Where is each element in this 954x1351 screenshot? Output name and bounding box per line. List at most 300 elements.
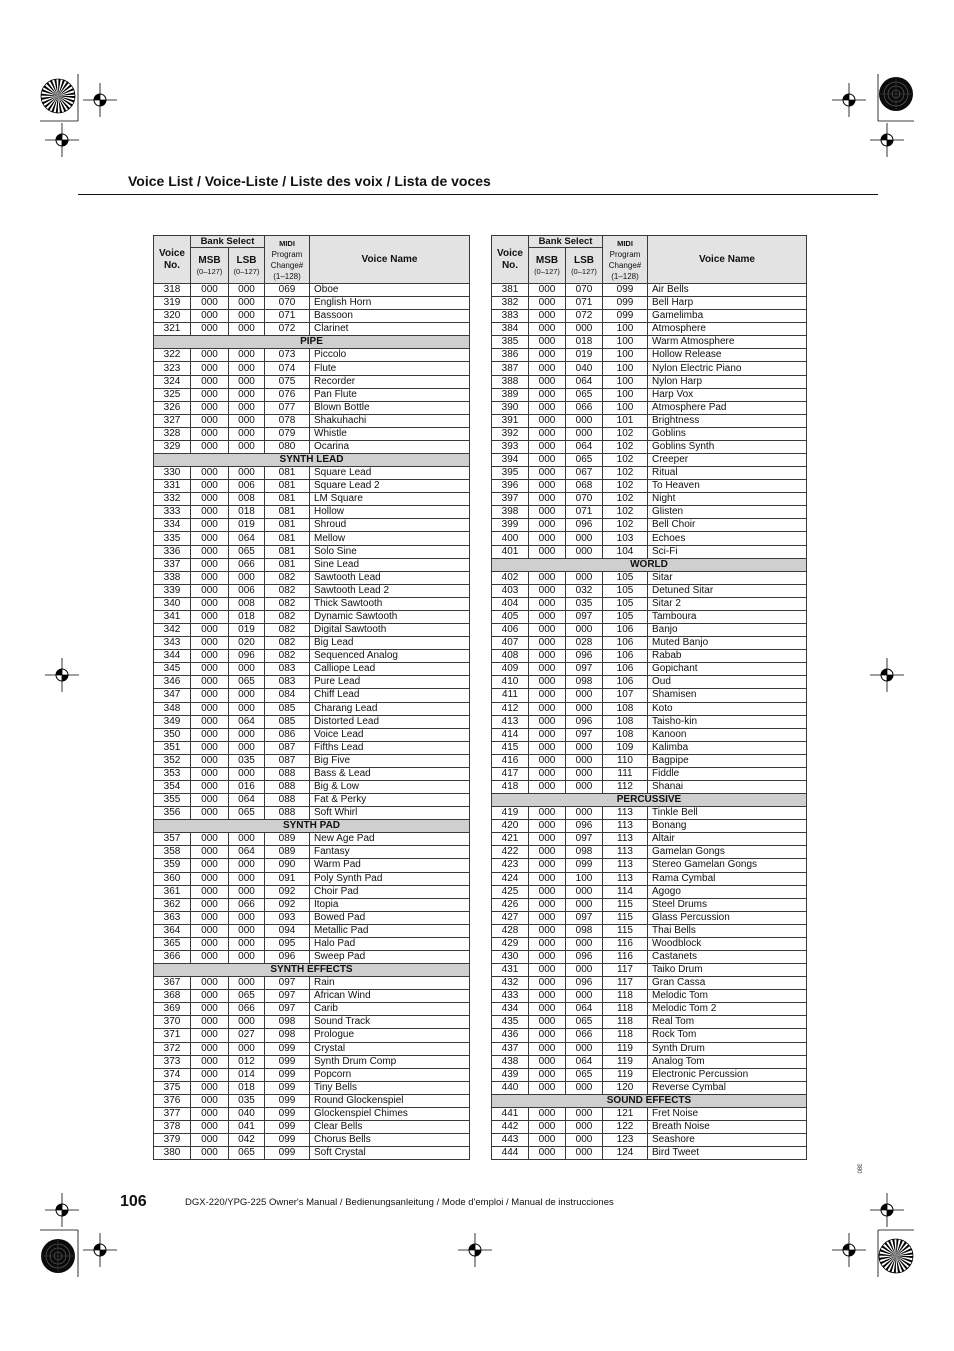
- bank-lsb: 019: [229, 519, 265, 532]
- bank-lsb: 000: [229, 767, 265, 780]
- voice-row: [492, 1042, 807, 1055]
- voice-number: 337: [154, 558, 191, 571]
- program-change: 113: [603, 846, 648, 859]
- voice-name: New Age Pad: [310, 833, 470, 846]
- voice-number: 405: [492, 610, 529, 623]
- voice-no-header: Voice No.: [154, 236, 191, 284]
- category-label: WORLD: [492, 558, 807, 571]
- voice-name: Ocarina: [310, 440, 470, 453]
- program-change: 102: [603, 467, 648, 480]
- voice-number: 428: [492, 924, 529, 937]
- program-change: 087: [265, 754, 310, 767]
- voice-table-body: [492, 284, 807, 1160]
- program-change: 100: [603, 349, 648, 362]
- bank-msb: 000: [529, 1029, 566, 1042]
- voice-number: 373: [154, 1055, 191, 1068]
- voice-name: Pan Flute: [310, 388, 470, 401]
- bank-msb: 000: [529, 702, 566, 715]
- voice-number: 350: [154, 728, 191, 741]
- voice-number: 377: [154, 1107, 191, 1120]
- voice-row: [154, 480, 470, 493]
- bank-lsb: 065: [229, 1147, 265, 1160]
- program-change: 097: [265, 990, 310, 1003]
- voice-name: Real Tom: [648, 1016, 807, 1029]
- voice-number: 333: [154, 506, 191, 519]
- bank-lsb: 000: [566, 1121, 603, 1134]
- bank-lsb: 000: [566, 532, 603, 545]
- voice-number: 369: [154, 1003, 191, 1016]
- voice-number: 396: [492, 480, 529, 493]
- bank-msb: 000: [529, 310, 566, 323]
- voice-number: 336: [154, 545, 191, 558]
- voice-row: [492, 846, 807, 859]
- bank-lsb: 041: [229, 1121, 265, 1134]
- bank-lsb: 000: [229, 414, 265, 427]
- voice-name: To Heaven: [648, 480, 807, 493]
- voice-name: Bowed Pad: [310, 911, 470, 924]
- bank-msb: 000: [529, 297, 566, 310]
- voice-row: [154, 1134, 470, 1147]
- voice-name: Air Bells: [648, 284, 807, 297]
- bank-lsb: 065: [229, 545, 265, 558]
- program-change: 100: [603, 401, 648, 414]
- voice-name: Metallic Pad: [310, 924, 470, 937]
- voice-row: [492, 584, 807, 597]
- program-change: 116: [603, 950, 648, 963]
- program-change: 100: [603, 388, 648, 401]
- voice-number: 438: [492, 1055, 529, 1068]
- bank-msb: 000: [529, 1147, 566, 1160]
- voice-number: 417: [492, 767, 529, 780]
- voice-name: Prologue: [310, 1029, 470, 1042]
- program-change: 102: [603, 519, 648, 532]
- voice-row: [154, 414, 470, 427]
- voice-name: Sweep Pad: [310, 950, 470, 963]
- bank-lsb: 096: [566, 950, 603, 963]
- bank-msb: 000: [529, 924, 566, 937]
- bank-lsb: 097: [566, 833, 603, 846]
- voice-row: [492, 571, 807, 584]
- voice-row: [154, 1016, 470, 1029]
- voice-name: Electronic Percussion: [648, 1068, 807, 1081]
- voice-row: [154, 1121, 470, 1134]
- program-change: 109: [603, 741, 648, 754]
- bank-msb: 000: [529, 807, 566, 820]
- voice-row: [154, 833, 470, 846]
- voice-row: [492, 1147, 807, 1160]
- voice-name: Atmosphere: [648, 323, 807, 336]
- bank-lsb: 071: [566, 297, 603, 310]
- bank-msb: 000: [191, 388, 229, 401]
- bank-msb: 000: [529, 414, 566, 427]
- msb-header: [529, 248, 566, 284]
- program-range-label: (1–128): [611, 271, 639, 281]
- bank-lsb: 097: [566, 728, 603, 741]
- bank-lsb: 000: [566, 990, 603, 1003]
- voice-name: Fantasy: [310, 846, 470, 859]
- bank-lsb: 000: [229, 388, 265, 401]
- voice-row: [154, 440, 470, 453]
- voice-row: [492, 349, 807, 362]
- program-change: 118: [603, 1016, 648, 1029]
- bank-msb: 000: [191, 885, 229, 898]
- voice-row: [154, 1055, 470, 1068]
- bank-lsb: 000: [229, 950, 265, 963]
- voice-number: 358: [154, 846, 191, 859]
- bank-msb: 000: [529, 545, 566, 558]
- voice-number: 431: [492, 964, 529, 977]
- voice-number: 349: [154, 715, 191, 728]
- bank-msb: 000: [529, 362, 566, 375]
- voice-name: Itopia: [310, 898, 470, 911]
- program-change: 108: [603, 715, 648, 728]
- bank-lsb: 020: [229, 637, 265, 650]
- voice-number: 384: [492, 323, 529, 336]
- program-change: 099: [265, 1121, 310, 1134]
- voice-row: [492, 519, 807, 532]
- manual-title: DGX-220/YPG-225 Owner's Manual / Bedienungsanleitung / Mode d'emploi / Manual de instrucciones: [185, 1197, 614, 1208]
- bank-lsb: 070: [566, 493, 603, 506]
- bank-msb: 000: [191, 558, 229, 571]
- bank-msb: 000: [191, 780, 229, 793]
- bank-msb: 000: [529, 1055, 566, 1068]
- bank-lsb: 000: [229, 310, 265, 323]
- program-change: 120: [603, 1081, 648, 1094]
- lsb-header: [566, 248, 603, 284]
- bank-lsb: 000: [566, 1107, 603, 1120]
- voice-number: 378: [154, 1121, 191, 1134]
- bank-msb: 000: [191, 1068, 229, 1081]
- voice-row: [492, 911, 807, 924]
- bank-lsb: 000: [229, 375, 265, 388]
- bank-lsb: 065: [229, 807, 265, 820]
- voice-row: [154, 467, 470, 480]
- voice-row: [492, 780, 807, 793]
- voice-row: [492, 375, 807, 388]
- voice-number: 367: [154, 977, 191, 990]
- table-header-row: [492, 236, 807, 248]
- program-change: 073: [265, 349, 310, 362]
- bank-msb: 000: [529, 388, 566, 401]
- voice-number: 345: [154, 663, 191, 676]
- voice-number: 404: [492, 597, 529, 610]
- voice-name: Shroud: [310, 519, 470, 532]
- bank-lsb: 000: [566, 898, 603, 911]
- voice-name: Sine Lead: [310, 558, 470, 571]
- bank-lsb: 000: [566, 1042, 603, 1055]
- program-change: 097: [265, 1003, 310, 1016]
- voice-row: [154, 898, 470, 911]
- registration-cross: [83, 1233, 117, 1267]
- bank-msb: 000: [191, 637, 229, 650]
- voice-name: Glisten: [648, 506, 807, 519]
- voice-row: [154, 545, 470, 558]
- voice-table-right: [491, 235, 807, 1160]
- voice-row: [492, 597, 807, 610]
- bank-msb: 000: [529, 1134, 566, 1147]
- voice-row: [492, 284, 807, 297]
- voice-row: [154, 493, 470, 506]
- voice-number: 423: [492, 859, 529, 872]
- voice-name: Mellow: [310, 532, 470, 545]
- voice-number: 402: [492, 571, 529, 584]
- program-change: 099: [265, 1134, 310, 1147]
- bank-lsb: 000: [566, 427, 603, 440]
- voice-name: Nylon Harp: [648, 375, 807, 388]
- voice-row: [154, 767, 470, 780]
- voice-row: [492, 454, 807, 467]
- voice-row: [154, 794, 470, 807]
- voice-row: [154, 1081, 470, 1094]
- bank-lsb: 097: [566, 663, 603, 676]
- voice-number: 403: [492, 584, 529, 597]
- bank-msb: 000: [529, 1081, 566, 1094]
- bank-lsb: 000: [229, 440, 265, 453]
- program-change: 079: [265, 427, 310, 440]
- voice-name: Seashore: [648, 1134, 807, 1147]
- bank-msb: 000: [529, 1068, 566, 1081]
- voice-row: [154, 728, 470, 741]
- voice-row: [154, 1042, 470, 1055]
- bank-msb: 000: [529, 650, 566, 663]
- bank-msb: 000: [529, 401, 566, 414]
- program-change: 077: [265, 401, 310, 414]
- category-row: [492, 558, 807, 571]
- voice-name: Bass & Lead: [310, 767, 470, 780]
- voice-name: Pure Lead: [310, 676, 470, 689]
- voice-row: [492, 388, 807, 401]
- voice-name: Clarinet: [310, 323, 470, 336]
- voice-name: Chorus Bells: [310, 1134, 470, 1147]
- bank-msb: 000: [529, 885, 566, 898]
- voice-number: 412: [492, 702, 529, 715]
- program-change: 105: [603, 610, 648, 623]
- voice-number: 325: [154, 388, 191, 401]
- page-number: 106: [120, 1193, 147, 1210]
- voice-name: Shanai: [648, 780, 807, 793]
- bank-lsb: 000: [229, 1016, 265, 1029]
- voice-number: 375: [154, 1081, 191, 1094]
- bank-lsb: 099: [566, 859, 603, 872]
- bank-msb: 000: [529, 820, 566, 833]
- voice-number: 324: [154, 375, 191, 388]
- voice-name: Tiny Bells: [310, 1081, 470, 1094]
- voice-name: Chiff Lead: [310, 689, 470, 702]
- voice-number: 387: [492, 362, 529, 375]
- bank-msb: 000: [529, 950, 566, 963]
- voice-row: [492, 297, 807, 310]
- bank-lsb: 000: [566, 780, 603, 793]
- msb-label: MSB: [535, 254, 559, 266]
- bank-msb: 000: [191, 911, 229, 924]
- voice-row: [154, 990, 470, 1003]
- bank-lsb: 028: [566, 637, 603, 650]
- voice-name: Big & Low: [310, 780, 470, 793]
- bank-msb: 000: [529, 676, 566, 689]
- voice-name: Oud: [648, 676, 807, 689]
- program-change: 098: [265, 1029, 310, 1042]
- voice-number: 364: [154, 924, 191, 937]
- voice-number: 348: [154, 702, 191, 715]
- bank-lsb: 065: [566, 388, 603, 401]
- bank-lsb: 065: [566, 1068, 603, 1081]
- voice-row: [154, 702, 470, 715]
- bank-lsb: 000: [229, 977, 265, 990]
- voice-number: 400: [492, 532, 529, 545]
- voice-name: Sitar 2: [648, 597, 807, 610]
- program-change-label: Program Change#: [608, 249, 642, 270]
- program-change: 078: [265, 414, 310, 427]
- voice-name: Stereo Gamelan Gongs: [648, 859, 807, 872]
- voice-number: 413: [492, 715, 529, 728]
- voice-name: Tamboura: [648, 610, 807, 623]
- program-change: 108: [603, 728, 648, 741]
- program-change: 081: [265, 493, 310, 506]
- registration-cross: [870, 123, 904, 157]
- bank-lsb: 096: [566, 650, 603, 663]
- voice-number: 440: [492, 1081, 529, 1094]
- midi-label: MIDI: [617, 238, 633, 248]
- bank-msb: 000: [191, 807, 229, 820]
- voice-row: [154, 977, 470, 990]
- voice-name: Big Lead: [310, 637, 470, 650]
- registration-cross: [832, 83, 866, 117]
- program-change: 089: [265, 846, 310, 859]
- program-change: 113: [603, 833, 648, 846]
- voice-number: 411: [492, 689, 529, 702]
- voice-row: [492, 624, 807, 637]
- program-change: 074: [265, 362, 310, 375]
- program-change: 081: [265, 480, 310, 493]
- voice-name: Rain: [310, 977, 470, 990]
- voice-number: 340: [154, 597, 191, 610]
- voice-name: Halo Pad: [310, 937, 470, 950]
- program-change: 091: [265, 872, 310, 885]
- bank-msb: 000: [191, 977, 229, 990]
- bank-lsb: 032: [566, 584, 603, 597]
- voice-number: 347: [154, 689, 191, 702]
- starburst-mark: [879, 1239, 913, 1273]
- voice-name: Breath Noise: [648, 1121, 807, 1134]
- voice-row: [492, 924, 807, 937]
- voice-row: [492, 807, 807, 820]
- program-change: 099: [265, 1094, 310, 1107]
- registration-cross: [870, 658, 904, 692]
- bank-lsb: 000: [566, 741, 603, 754]
- voice-number: 388: [492, 375, 529, 388]
- bank-lsb: 018: [229, 1081, 265, 1094]
- voice-name: Warm Atmosphere: [648, 336, 807, 349]
- program-change: 085: [265, 715, 310, 728]
- program-change: 104: [603, 545, 648, 558]
- program-change: 099: [265, 1147, 310, 1160]
- voice-name: Altair: [648, 833, 807, 846]
- bank-lsb: 098: [566, 846, 603, 859]
- bank-msb: 000: [191, 702, 229, 715]
- bank-msb: 000: [191, 794, 229, 807]
- bank-msb: 000: [529, 349, 566, 362]
- voice-number: 441: [492, 1107, 529, 1120]
- bank-lsb: 019: [229, 624, 265, 637]
- voice-name: Big Five: [310, 754, 470, 767]
- program-change: 102: [603, 493, 648, 506]
- voice-number: 409: [492, 663, 529, 676]
- voice-name: Brightness: [648, 414, 807, 427]
- voice-row: [154, 937, 470, 950]
- voice-name: Atmosphere Pad: [648, 401, 807, 414]
- voice-name: English Horn: [310, 297, 470, 310]
- bank-lsb: 000: [229, 349, 265, 362]
- program-change: 084: [265, 689, 310, 702]
- voice-number: 331: [154, 480, 191, 493]
- program-change: 082: [265, 571, 310, 584]
- voice-number: 407: [492, 637, 529, 650]
- bank-msb: 000: [191, 1134, 229, 1147]
- voice-name: Thai Bells: [648, 924, 807, 937]
- voice-row: [492, 1081, 807, 1094]
- program-change: 115: [603, 898, 648, 911]
- bank-lsb: 040: [229, 1107, 265, 1120]
- bank-msb: 000: [529, 336, 566, 349]
- voice-number: 439: [492, 1068, 529, 1081]
- voice-name: Gopichant: [648, 663, 807, 676]
- voice-table-left: [153, 235, 470, 1160]
- bank-msb: 000: [191, 532, 229, 545]
- bank-lsb: 000: [566, 702, 603, 715]
- program-change: 099: [603, 297, 648, 310]
- program-change: 117: [603, 977, 648, 990]
- bank-msb: 000: [191, 676, 229, 689]
- voice-number: 436: [492, 1029, 529, 1042]
- bank-msb: 000: [529, 624, 566, 637]
- bank-msb: 000: [191, 480, 229, 493]
- voice-number: 398: [492, 506, 529, 519]
- program-change: 099: [265, 1042, 310, 1055]
- voice-number: 321: [154, 323, 191, 336]
- program-change: 099: [265, 1081, 310, 1094]
- voice-number: 381: [492, 284, 529, 297]
- bank-lsb: 000: [566, 624, 603, 637]
- bank-lsb: 035: [229, 754, 265, 767]
- bank-lsb: 070: [566, 284, 603, 297]
- bank-msb: 000: [529, 597, 566, 610]
- voice-number: 430: [492, 950, 529, 963]
- program-change: 102: [603, 506, 648, 519]
- bank-msb: 000: [191, 440, 229, 453]
- voice-name: Steel Drums: [648, 898, 807, 911]
- voice-name: Digital Sawtooth: [310, 624, 470, 637]
- voice-number: 355: [154, 794, 191, 807]
- bank-lsb: 000: [229, 924, 265, 937]
- bank-lsb: 072: [566, 310, 603, 323]
- bank-msb: 000: [529, 1107, 566, 1120]
- program-change: 123: [603, 1134, 648, 1147]
- bank-lsb: 000: [566, 1081, 603, 1094]
- program-change: 119: [603, 1068, 648, 1081]
- bank-msb: 000: [191, 859, 229, 872]
- voice-row: [154, 1147, 470, 1160]
- voice-number: 422: [492, 846, 529, 859]
- voice-name: Rabab: [648, 650, 807, 663]
- program-change: 090: [265, 859, 310, 872]
- program-change: 088: [265, 794, 310, 807]
- category-row: [154, 336, 470, 349]
- bank-msb: 000: [191, 1147, 229, 1160]
- program-change: 083: [265, 663, 310, 676]
- program-change: 092: [265, 885, 310, 898]
- starburst-mark: [41, 79, 75, 113]
- bank-lsb: 000: [229, 401, 265, 414]
